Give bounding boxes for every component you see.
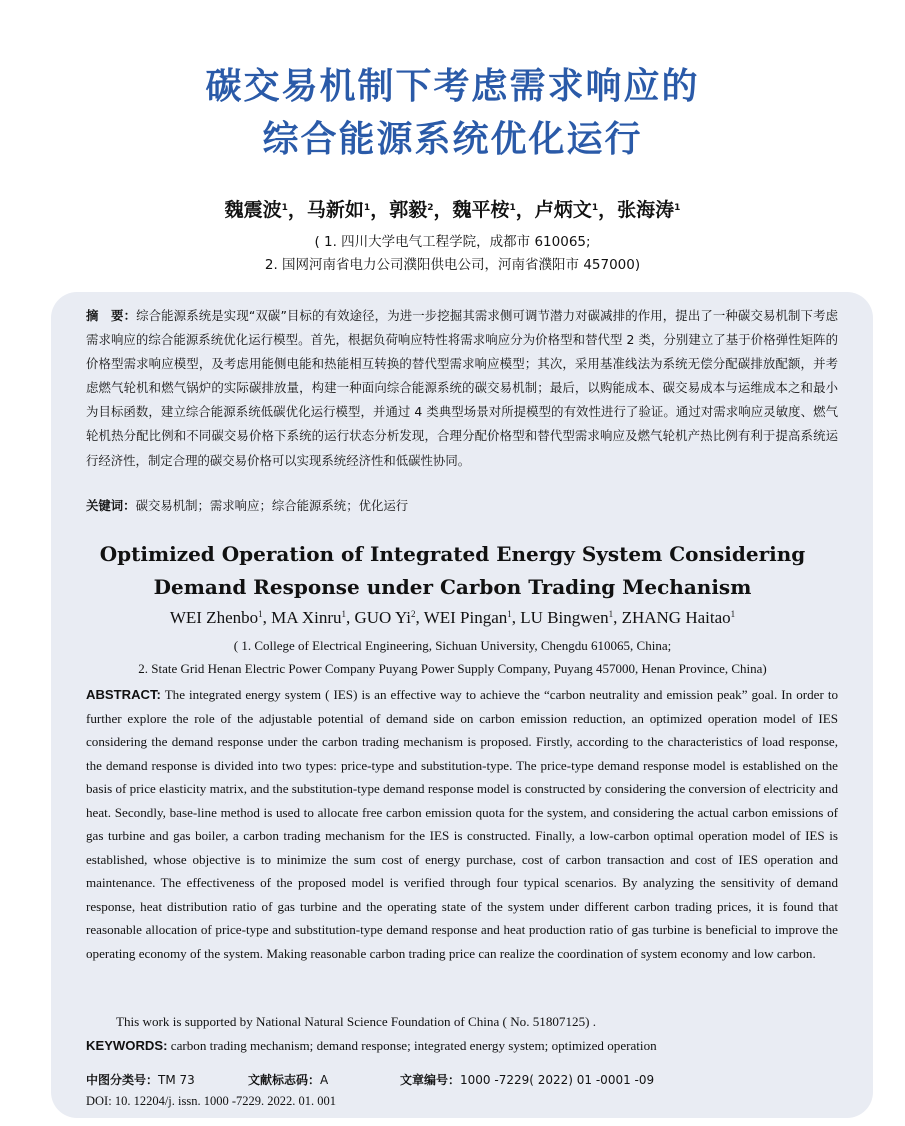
- author-zh: 张海涛: [617, 199, 675, 221]
- keywords-en-label: KEYWORDS:: [86, 1038, 168, 1053]
- author-en: WEI Pingan: [423, 608, 508, 627]
- abstract-en-label: ABSTRACT:: [86, 687, 161, 702]
- abstract-zh-text: 综合能源系统是实现“双碳”目标的有效途径，为进一步挖掘其需求侧可调节潜力对碳减排的作用，提出了一种碳交易机制下考虑需求响应的综合能源系统优化运行模型。首先，根据负荷响应特性将需求响应分为价格型和替代型 2 类，分别建立了基于价格弹性矩阵的价格型需求响应模型，及考虑用能侧电能和热能相互转换的替代型需求响应模型；其次，采用基准线法为系统无偿分配碳排放配额，并考虑燃气轮机和燃气锅炉的实际碳排放量，构建一种面向综合能源系统的碳交易机制；最后，以购能成本、碳交易成本与运维成本之和最小为目标函数，建立综合能源系统低碳优化运行模型，并通过 4 类典型场景对所提模型的有效性进行了验证。通过对需求响应灵敏度、燃气轮机热分配比例和不同碳交易价格下系统的运行状态分析发现，合理分配价格型和替代型需求响应及燃气轮机产热比例有利于提高系统运行经济性，制定合理的碳交易价格可以实现系统经济性和低碳性协同。: [86, 308, 839, 468]
- abstract-en-text: The integrated energy system ( IES) is an effective way to achieve the “carbon neutrality and emission peak” goal. In order to further explore the role of the adjustable potential of demand side on carbon emission reduction, an optimized operation model of IES considering the demand response under the carbon trading mechanism is proposed. Firstly, according to the characteristics of load response, the demand response is divided into two types: price-type and substitution-type. The price-type demand response model is established on the basis of price elasticity matrix, and the substitution-type demand response model is constructed by considering the conversion of electricity and heat. Secondly, base-line method is used to allocate free carbon emission quota for the system, and considering the actual carbon emissions of gas turbine and gas boiler, a carbon trading mechanism for the IES is constructed. Finally, a low-carbon optimal operation model of IES is established, whose objective is to minimize the sum cost of energy purchase, cost of carbon transaction and cost of IES operation and maintenance. The effectiveness of the proposed model is verified through four typical scenarios. By analyzing the sensitivity of demand response, heat distribution ratio of gas turbine and the operating state of the system under different carbon trading prices, it is found that reasonable allocation of price-type and substitution-type demand response and heat production ratio of gas turbine is beneficial to improve the operating economy of the system. Making reasonable carbon trading price can realize the coordination of system economy and low carbon.: [86, 687, 839, 961]
- abstract-zh-label: 摘 要：: [86, 308, 137, 323]
- author-aff-mark: 1: [730, 609, 736, 619]
- author-aff-mark: 2: [411, 609, 416, 619]
- doc-code-value: A: [320, 1073, 329, 1087]
- abstract-zh: [86, 304, 838, 473]
- keywords-en: [86, 1038, 846, 1054]
- author-en: MA Xinru: [271, 608, 342, 627]
- author-zh: 魏平桉: [452, 199, 510, 221]
- affiliation-zh-2: 2. 国网河南省电力公司濮阳供电公司，河南省濮阳市 457000): [264, 257, 641, 273]
- author-aff-mark: 1: [591, 203, 599, 213]
- author-aff-mark: 1: [258, 609, 263, 619]
- doc-code-label: 文献标志码：: [248, 1073, 321, 1087]
- article-no-value: 1000 -7229( 2022) 01 -0001 -09: [460, 1073, 655, 1087]
- author-aff-mark: 1: [281, 203, 288, 213]
- author-aff-mark: 1: [608, 609, 614, 619]
- title-en-line-1: Optimized Operation of Integrated Energy System Considering: [99, 542, 806, 566]
- author-zh: 郭毅: [389, 199, 428, 221]
- title-en-line-2: Demand Response under Carbon Trading Mechanism: [153, 575, 752, 599]
- affiliation-en-1: ( 1. College of Electrical Engineering, Sichuan University, Chengdu 610065, China;: [233, 638, 672, 653]
- keywords-en-text: carbon trading mechanism; demand response; integrated energy system; optimized operation: [170, 1038, 657, 1053]
- author-en: LU Bingwen: [520, 608, 609, 627]
- author-zh: 卢炳文: [534, 199, 592, 221]
- author-en: WEI Zhenbo: [169, 608, 259, 627]
- keywords-zh: [86, 496, 408, 514]
- authors-zh: 魏震波$^1$，马新如$^1$，郭毅$^2$，魏平桉$^1$，卢炳文$^1$，张海涛$^1$: [224, 199, 681, 221]
- abstract-en: [86, 683, 838, 965]
- title-zh-line-2: 综合能源系统优化运行: [262, 119, 643, 160]
- article-no-label: 文章编号：: [400, 1073, 461, 1087]
- author-zh: 魏震波: [224, 199, 282, 221]
- author-aff-mark: 1: [341, 609, 346, 619]
- clc-number: [86, 1071, 195, 1088]
- author-aff-mark: 1: [509, 203, 516, 213]
- title-zh-line-1: 碳交易机制下考虑需求响应的: [205, 66, 700, 107]
- author-zh: 马新如: [306, 199, 364, 221]
- funding-note: This work is supported by National Natural Science Foundation of China ( No. 51807125) .: [116, 1014, 597, 1029]
- author-aff-mark: 2: [427, 203, 434, 213]
- keywords-zh-label: 关键词：: [86, 498, 136, 513]
- clc-value: TM 73: [158, 1073, 195, 1087]
- author-aff-mark: 1: [674, 203, 681, 213]
- author-aff-mark: 1: [363, 203, 371, 213]
- author-en: GUO Yi: [354, 608, 412, 627]
- article-number: [400, 1071, 654, 1088]
- clc-label: 中图分类号：: [86, 1073, 159, 1087]
- authors-en: WEI Zhenbo$^1$, MA Xinru$^1$, GUO Yi$^2$, WEI Pingan$^1$, LU Bingwen$^1$, ZHANG Haitao$^1$: [169, 608, 736, 627]
- affiliation-en-2: 2. State Grid Henan Electric Power Company Puyang Power Supply Company, Puyang 457000, Henan Province, China): [138, 661, 767, 676]
- document-code: [248, 1071, 328, 1088]
- affiliation-zh-1: ( 1. 四川大学电气工程学院，成都市 610065;: [314, 234, 591, 250]
- doi: DOI: 10. 12204/j. issn. 1000 -7229. 2022. 01. 001: [86, 1094, 336, 1108]
- author-aff-mark: 1: [507, 609, 512, 619]
- keywords-zh-text: 碳交易机制；需求响应；综合能源系统；优化运行: [135, 498, 409, 513]
- author-en: ZHANG Haitao: [621, 608, 731, 627]
